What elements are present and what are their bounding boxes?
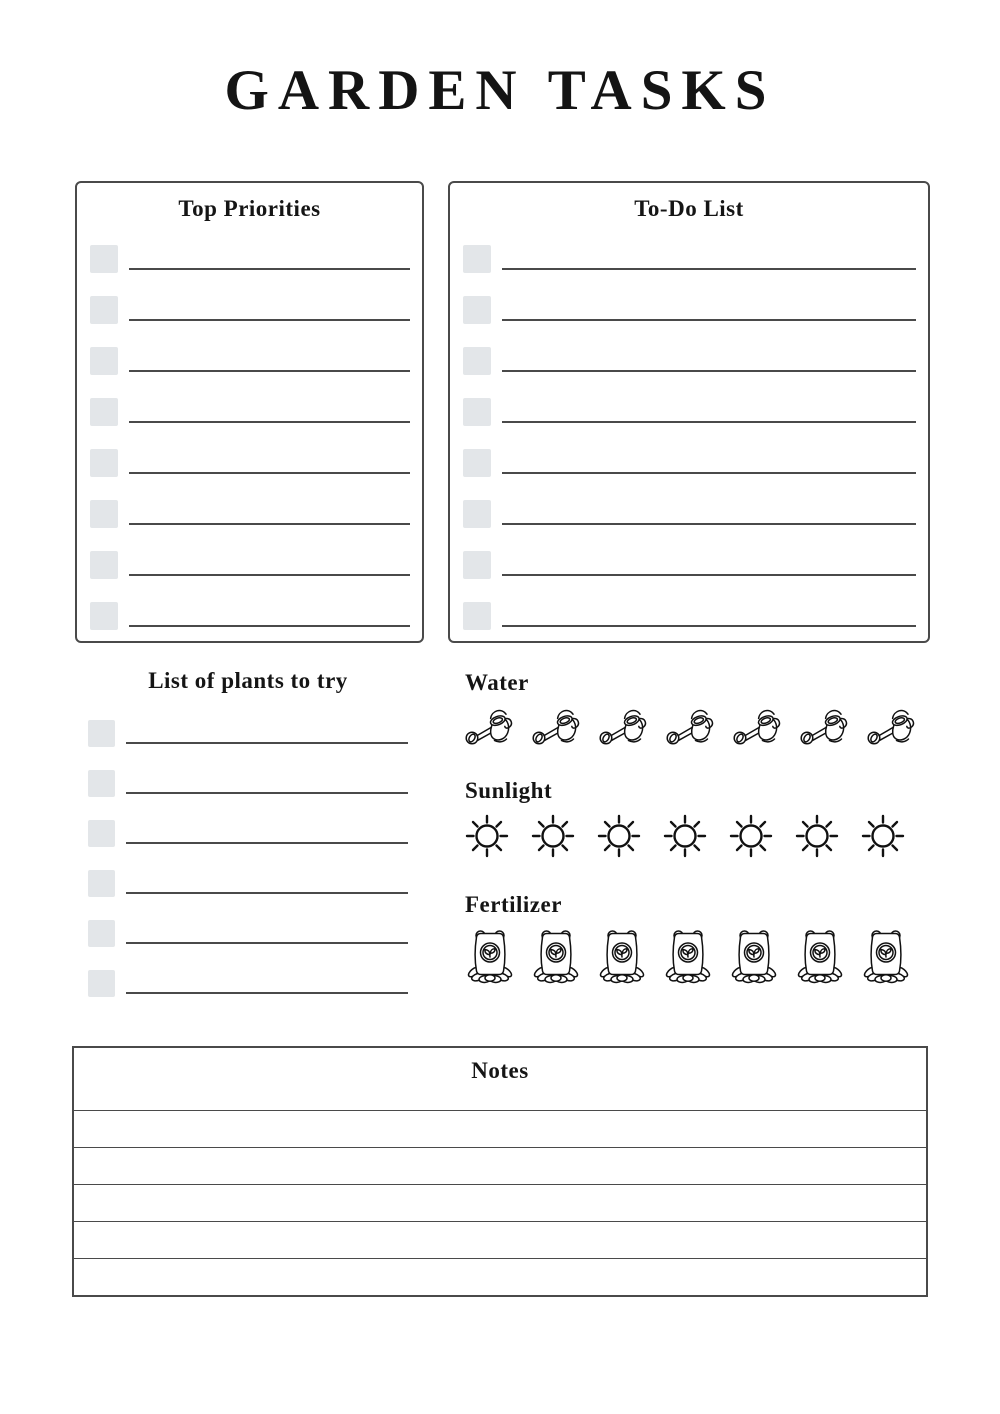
checklist-row [463, 551, 916, 579]
write-line[interactable] [502, 523, 916, 525]
write-line[interactable] [502, 370, 916, 372]
todo-list-title: To-Do List [634, 196, 744, 221]
top-priorities-rows [90, 245, 410, 630]
notes-line[interactable] [74, 1147, 926, 1184]
plants-list-title: List of plants to try [148, 668, 348, 693]
checklist-row [88, 820, 408, 847]
checkbox[interactable] [463, 398, 491, 426]
checkbox[interactable] [88, 720, 115, 747]
checkbox[interactable] [463, 347, 491, 375]
write-line[interactable] [502, 574, 916, 576]
checklist-row [463, 296, 916, 324]
watering-can-icon [733, 706, 781, 748]
watering-can-icon [599, 706, 647, 748]
notes-line[interactable] [74, 1110, 926, 1147]
checkbox[interactable] [90, 500, 118, 528]
checkbox[interactable] [88, 970, 115, 997]
fertilizer-bag-icon [861, 928, 911, 984]
checklist-row [88, 920, 408, 947]
todo-list-rows [463, 245, 916, 630]
water-icon-row [465, 706, 915, 748]
sun-icon [729, 814, 773, 858]
fertilizer-bag-icon [531, 928, 581, 984]
notes-line[interactable] [74, 1258, 926, 1295]
write-line[interactable] [126, 792, 408, 794]
checkbox[interactable] [463, 602, 491, 630]
checkbox[interactable] [88, 820, 115, 847]
write-line[interactable] [129, 574, 410, 576]
watering-can-icon [666, 706, 714, 748]
sun-icon [663, 814, 707, 858]
checkbox[interactable] [90, 296, 118, 324]
fertilizer-icon-row [465, 928, 915, 984]
write-line[interactable] [502, 625, 916, 627]
todo-list-box [448, 181, 930, 643]
fertilizer-bag-icon [729, 928, 779, 984]
fertilizer-bag-icon [597, 928, 647, 984]
fertilizer-label: Fertilizer [465, 892, 562, 917]
checkbox[interactable] [463, 296, 491, 324]
sun-icon [465, 814, 509, 858]
checklist-row [463, 347, 916, 375]
write-line[interactable] [126, 842, 408, 844]
write-line[interactable] [502, 421, 916, 423]
plants-list-rows [88, 720, 408, 997]
checklist-row [88, 720, 408, 747]
checkbox[interactable] [463, 551, 491, 579]
sunlight-label: Sunlight [465, 778, 553, 803]
checklist-row [90, 347, 410, 375]
plants-list-section [88, 668, 408, 1020]
notes-title: Notes [471, 1058, 529, 1083]
checklist-row [90, 245, 410, 273]
checklist-row [88, 870, 408, 897]
fertilizer-bag-icon [795, 928, 845, 984]
checklist-row [90, 449, 410, 477]
checkbox[interactable] [90, 449, 118, 477]
top-priorities-title: Top Priorities [178, 196, 321, 221]
checkbox[interactable] [463, 449, 491, 477]
notes-line[interactable] [74, 1221, 926, 1258]
notes-box [72, 1046, 928, 1297]
checkbox[interactable] [90, 347, 118, 375]
watering-can-icon [465, 706, 513, 748]
checklist-row [90, 551, 410, 579]
write-line[interactable] [129, 370, 410, 372]
checklist-row [90, 296, 410, 324]
page-title: GARDEN TASKS [224, 59, 776, 122]
write-line[interactable] [502, 472, 916, 474]
notes-header [74, 1048, 926, 1110]
sun-icon [795, 814, 839, 858]
checkbox[interactable] [88, 870, 115, 897]
write-line[interactable] [129, 472, 410, 474]
write-line[interactable] [126, 742, 408, 744]
notes-line[interactable] [74, 1184, 926, 1221]
checklist-row [90, 398, 410, 426]
write-line[interactable] [502, 319, 916, 321]
checklist-row [90, 500, 410, 528]
water-label: Water [465, 670, 529, 695]
notes-rows [74, 1110, 926, 1295]
watering-can-icon [532, 706, 580, 748]
watering-can-icon [867, 706, 915, 748]
sun-icon [597, 814, 641, 858]
write-line[interactable] [126, 892, 408, 894]
checkbox[interactable] [88, 920, 115, 947]
checklist-row [463, 500, 916, 528]
fertilizer-bag-icon [663, 928, 713, 984]
write-line[interactable] [126, 992, 408, 994]
checklist-row [88, 770, 408, 797]
checklist-row [463, 245, 916, 273]
checklist-row [88, 970, 408, 997]
checklist-row [463, 602, 916, 630]
checkbox[interactable] [90, 398, 118, 426]
checklist-row [90, 602, 410, 630]
write-line[interactable] [129, 319, 410, 321]
checklist-row [463, 398, 916, 426]
checkbox[interactable] [90, 602, 118, 630]
write-line[interactable] [502, 268, 916, 270]
trackers-section [465, 670, 915, 984]
checkbox[interactable] [88, 770, 115, 797]
sun-icon [861, 814, 905, 858]
write-line[interactable] [129, 421, 410, 423]
fertilizer-bag-icon [465, 928, 515, 984]
write-line[interactable] [129, 625, 410, 627]
checkbox[interactable] [463, 245, 491, 273]
write-line[interactable] [126, 942, 408, 944]
write-line[interactable] [129, 268, 410, 270]
checkbox[interactable] [463, 500, 491, 528]
write-line[interactable] [129, 523, 410, 525]
sun-icon [531, 814, 575, 858]
watering-can-icon [800, 706, 848, 748]
top-priorities-box [75, 181, 424, 643]
checkbox[interactable] [90, 245, 118, 273]
checklist-row [463, 449, 916, 477]
checkbox[interactable] [90, 551, 118, 579]
sunlight-icon-row [465, 814, 915, 858]
